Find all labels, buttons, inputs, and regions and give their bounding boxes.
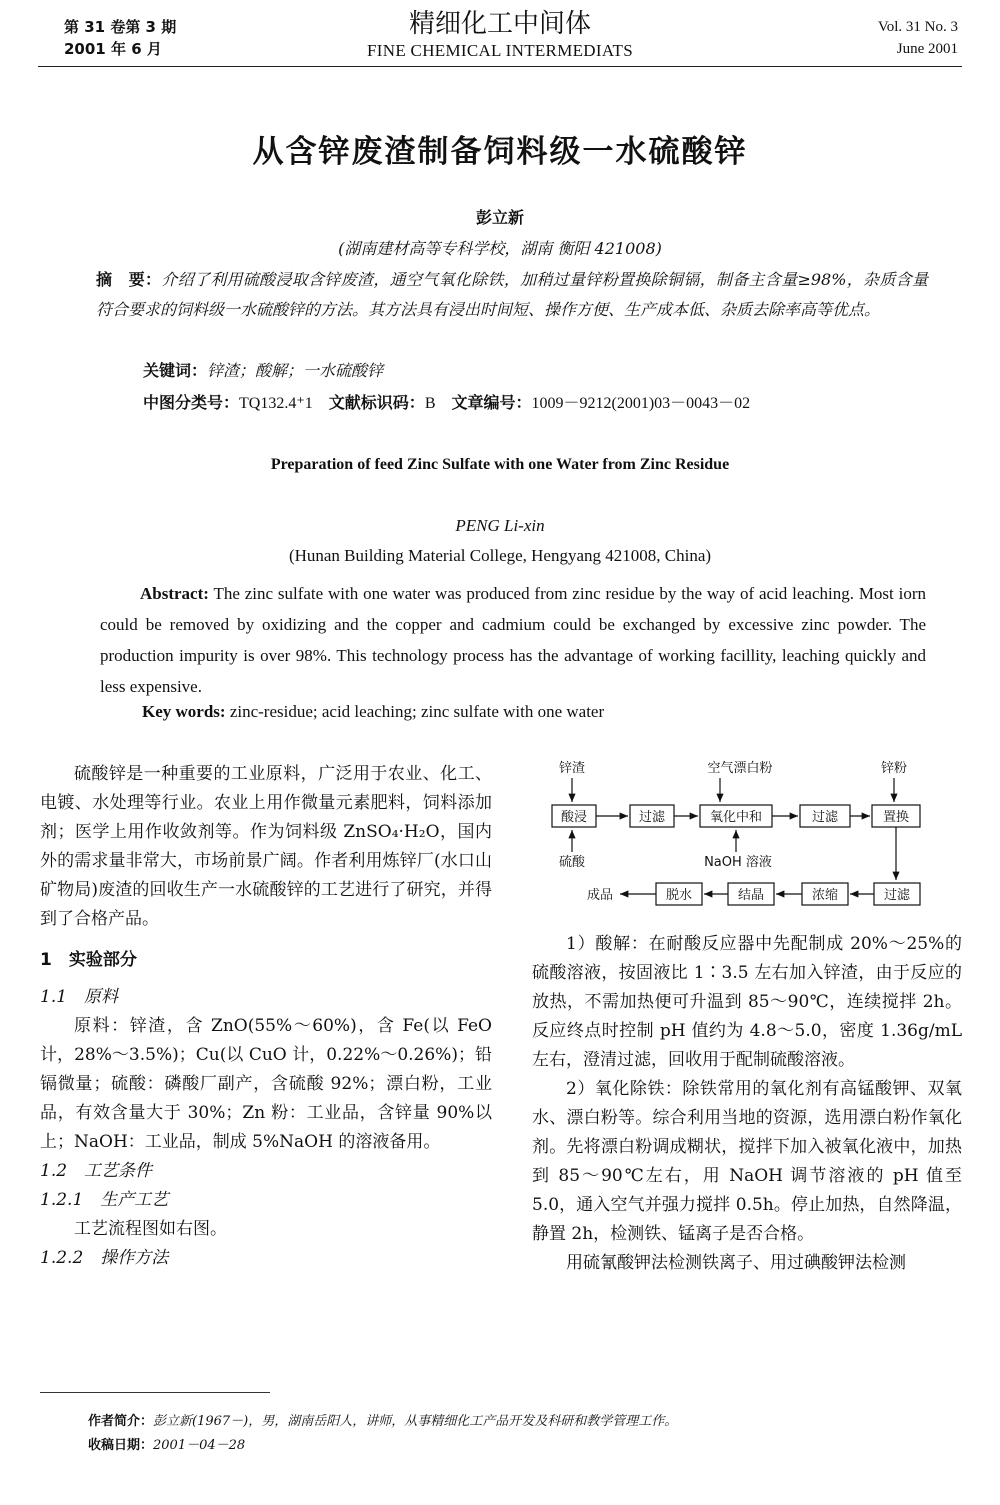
- subsection-heading-1-1: 1.1 原料: [40, 987, 119, 1007]
- abstract-cn: [96, 265, 928, 325]
- subsection-heading-1-2-2: 1.2.2 操作方法: [40, 1248, 169, 1268]
- text-concentrate: 浓缩: [811, 888, 839, 903]
- keywords-en: [142, 702, 604, 722]
- publication-date: 2001 年 6 月: [64, 40, 162, 58]
- abstract-cn-label: 摘 要：: [96, 270, 162, 289]
- article-id-label: 文章编号：: [451, 393, 532, 412]
- text-filter-2: 过滤: [811, 810, 839, 825]
- text-dewater: 脱水: [665, 888, 693, 903]
- received-date-value: 2001－04－28: [153, 1438, 246, 1453]
- volume-issue-en: Vol. 31 No. 3: [877, 19, 958, 35]
- section-heading-1: 1 实验部分: [40, 950, 137, 970]
- text-filter-3: 过滤: [883, 888, 911, 903]
- received-date-label: 收稿日期：: [88, 1438, 154, 1453]
- materials-paragraph: 原料：锌渣，含 ZnO(55%～60%)，含 Fe(以 FeO 计，28%～3.5%)；Cu(以 CuO 计，0.22%～0.26%)；铅镉微量；硫酸：磷酸厂副产，含硫酸 92%；漂白粉，工业品，有效含量大于 30%；Zn 粉：工业品，含锌量 90%以上；NaOH：工业品，制成 5%NaOH 的溶液备用。: [40, 1016, 492, 1152]
- affiliation-cn: (湖南建材高等专科学校，湖南 衡阳 421008): [338, 239, 662, 258]
- detection-paragraph: 用硫氰酸钾法检测铁离子、用过碘酸钾法检测: [566, 1253, 906, 1273]
- label-sulfuric-acid: 硫酸: [558, 855, 586, 870]
- article-id-value: 1009－9212(2001)03－0043－02: [531, 395, 751, 412]
- label-zinc-residue: 锌渣: [558, 761, 586, 776]
- subsection-heading-1-2-1: 1.2.1 生产工艺: [40, 1190, 169, 1210]
- author-bio: [88, 1410, 677, 1434]
- step-acid-leaching: 1）酸解：在耐酸反应器中先配制成 20%～25%的硫酸溶液，按固液比 1∶3.5 左右加入锌渣，由于反应的放热，不需加热便可升温到 85～90℃，连续搅拌 2h。反应终点时控制 pH 值约为 4.8～5.0，密度 1.36g/mL 左右，澄清过滤，回收用于配制硫酸溶液。: [532, 934, 962, 1070]
- footnote: [88, 1410, 677, 1458]
- process-flowchart: [540, 752, 960, 922]
- clc-label: 中图分类号：: [143, 393, 240, 412]
- affiliation-en: (Hunan Building Material College, Hengyang 421008, China): [288, 546, 712, 565]
- author-bio-text: 彭立新(1967－)，男，湖南岳阳人，讲师，从事精细化工产品开发及科研和教学管理工作。: [153, 1414, 678, 1429]
- journal-title-en: FINE CHEMICAL INTERMEDIATS: [367, 41, 633, 60]
- volume-issue: 第 31 卷第 3 期: [64, 18, 177, 36]
- label-product: 成品: [586, 888, 614, 903]
- article-title-cn: 从含锌废渣制备饲料级一水硫酸锌: [252, 134, 748, 170]
- doc-code-value: B: [424, 395, 436, 412]
- author-en: PENG Li-xin: [455, 516, 545, 535]
- journal-title-cn: 精细化工中间体: [408, 9, 591, 39]
- abstract-cn-text: 介绍了利用硫酸浸取含锌废渣，通空气氧化除铁，加稍过量锌粉置换除铜镉，制备主含量≥98%，杂质含量符合要求的饲料级一水硫酸锌的方法。其方法具有浸出时间短、操作方便、生产成本低、杂质去除率高等优点。: [96, 270, 928, 319]
- journal-masthead: [0, 8, 1000, 62]
- label-zinc-powder: 锌粉: [880, 761, 908, 776]
- footnote-rule: [40, 1392, 270, 1393]
- text-filter-1: 过滤: [638, 810, 666, 825]
- doc-code-label: 文献标识码：: [328, 393, 425, 412]
- text-replacement: 置换: [882, 810, 910, 825]
- keywords-en-text: zinc-residue; acid leaching; zinc sulfate with one water: [225, 702, 605, 721]
- author-cn: 彭立新: [475, 208, 524, 227]
- received-date: [88, 1434, 677, 1458]
- author-bio-label: 作者简介：: [88, 1414, 154, 1429]
- text-acid-leach: 酸浸: [560, 810, 588, 825]
- left-column: [40, 760, 492, 1273]
- text-crystallize: 结晶: [737, 888, 765, 903]
- keywords-cn-label: 关键词：: [143, 361, 208, 380]
- text-oxidize-neutralize: 氧化中和: [709, 810, 763, 825]
- right-column: [532, 930, 962, 1278]
- classification-line: [143, 390, 750, 413]
- intro-paragraph: 硫酸锌是一种重要的工业原料，广泛用于农业、化工、电镀、水处理等行业。农业上用作微量元素肥料，饲料添加剂；医学上用作收敛剂等。作为饲料级 ZnSO₄·H₂O，国内外的需求量非常大，市场前景广阔。作者利用炼锌厂(水口山矿物局)废渣的回收生产一水硫酸锌的工艺进行了研究，并得到了合格产品。: [40, 764, 492, 929]
- abstract-en: [100, 578, 926, 702]
- keywords-cn-text: 锌渣；酸解；一水硫酸锌: [207, 361, 384, 380]
- header-rule: [38, 66, 962, 67]
- abstract-en-label: Abstract:: [140, 584, 209, 603]
- article-title-en: Preparation of feed Zinc Sulfate with one Water from Zinc Residue: [270, 456, 730, 473]
- abstract-en-text: The zinc sulfate with one water was produced from zinc residue by the way of acid leaching. Most iorn could be removed by oxidizing and the copper and cadmium could be exchanged by excessive zinc powder. The production impurity is over 98%. This technology process has the advantage of working facillity, leaching quickly and less expensive.: [100, 584, 926, 696]
- keywords-en-label: Key words:: [142, 702, 226, 721]
- issue-info-en: [878, 16, 958, 60]
- step-iron-removal: 2）氧化除铁：除铁常用的氧化剂有高锰酸钾、双氧水、漂白粉等。综合利用当地的资源，选用漂白粉作氧化剂。先将漂白粉调成糊状，搅拌下加入被氧化液中，加热到 85～90℃左右，用 NaOH 调节溶液的 pH 值至 5.0，通入空气并强力搅拌 0.5h。停止加热，自然降温，静置 2h，检测铁、锰离子是否合格。: [532, 1079, 962, 1244]
- publication-date-en: June 2001: [896, 41, 958, 57]
- process-note: 工艺流程图如右图。: [74, 1219, 227, 1239]
- clc-value: TQ132.4⁺1: [239, 395, 313, 412]
- label-air-bleach: 空气漂白粉: [707, 761, 773, 776]
- keywords-cn: [143, 358, 383, 381]
- label-naoh-solution: NaOH 溶液: [704, 855, 772, 870]
- subsection-heading-1-2: 1.2 工艺条件: [40, 1161, 153, 1181]
